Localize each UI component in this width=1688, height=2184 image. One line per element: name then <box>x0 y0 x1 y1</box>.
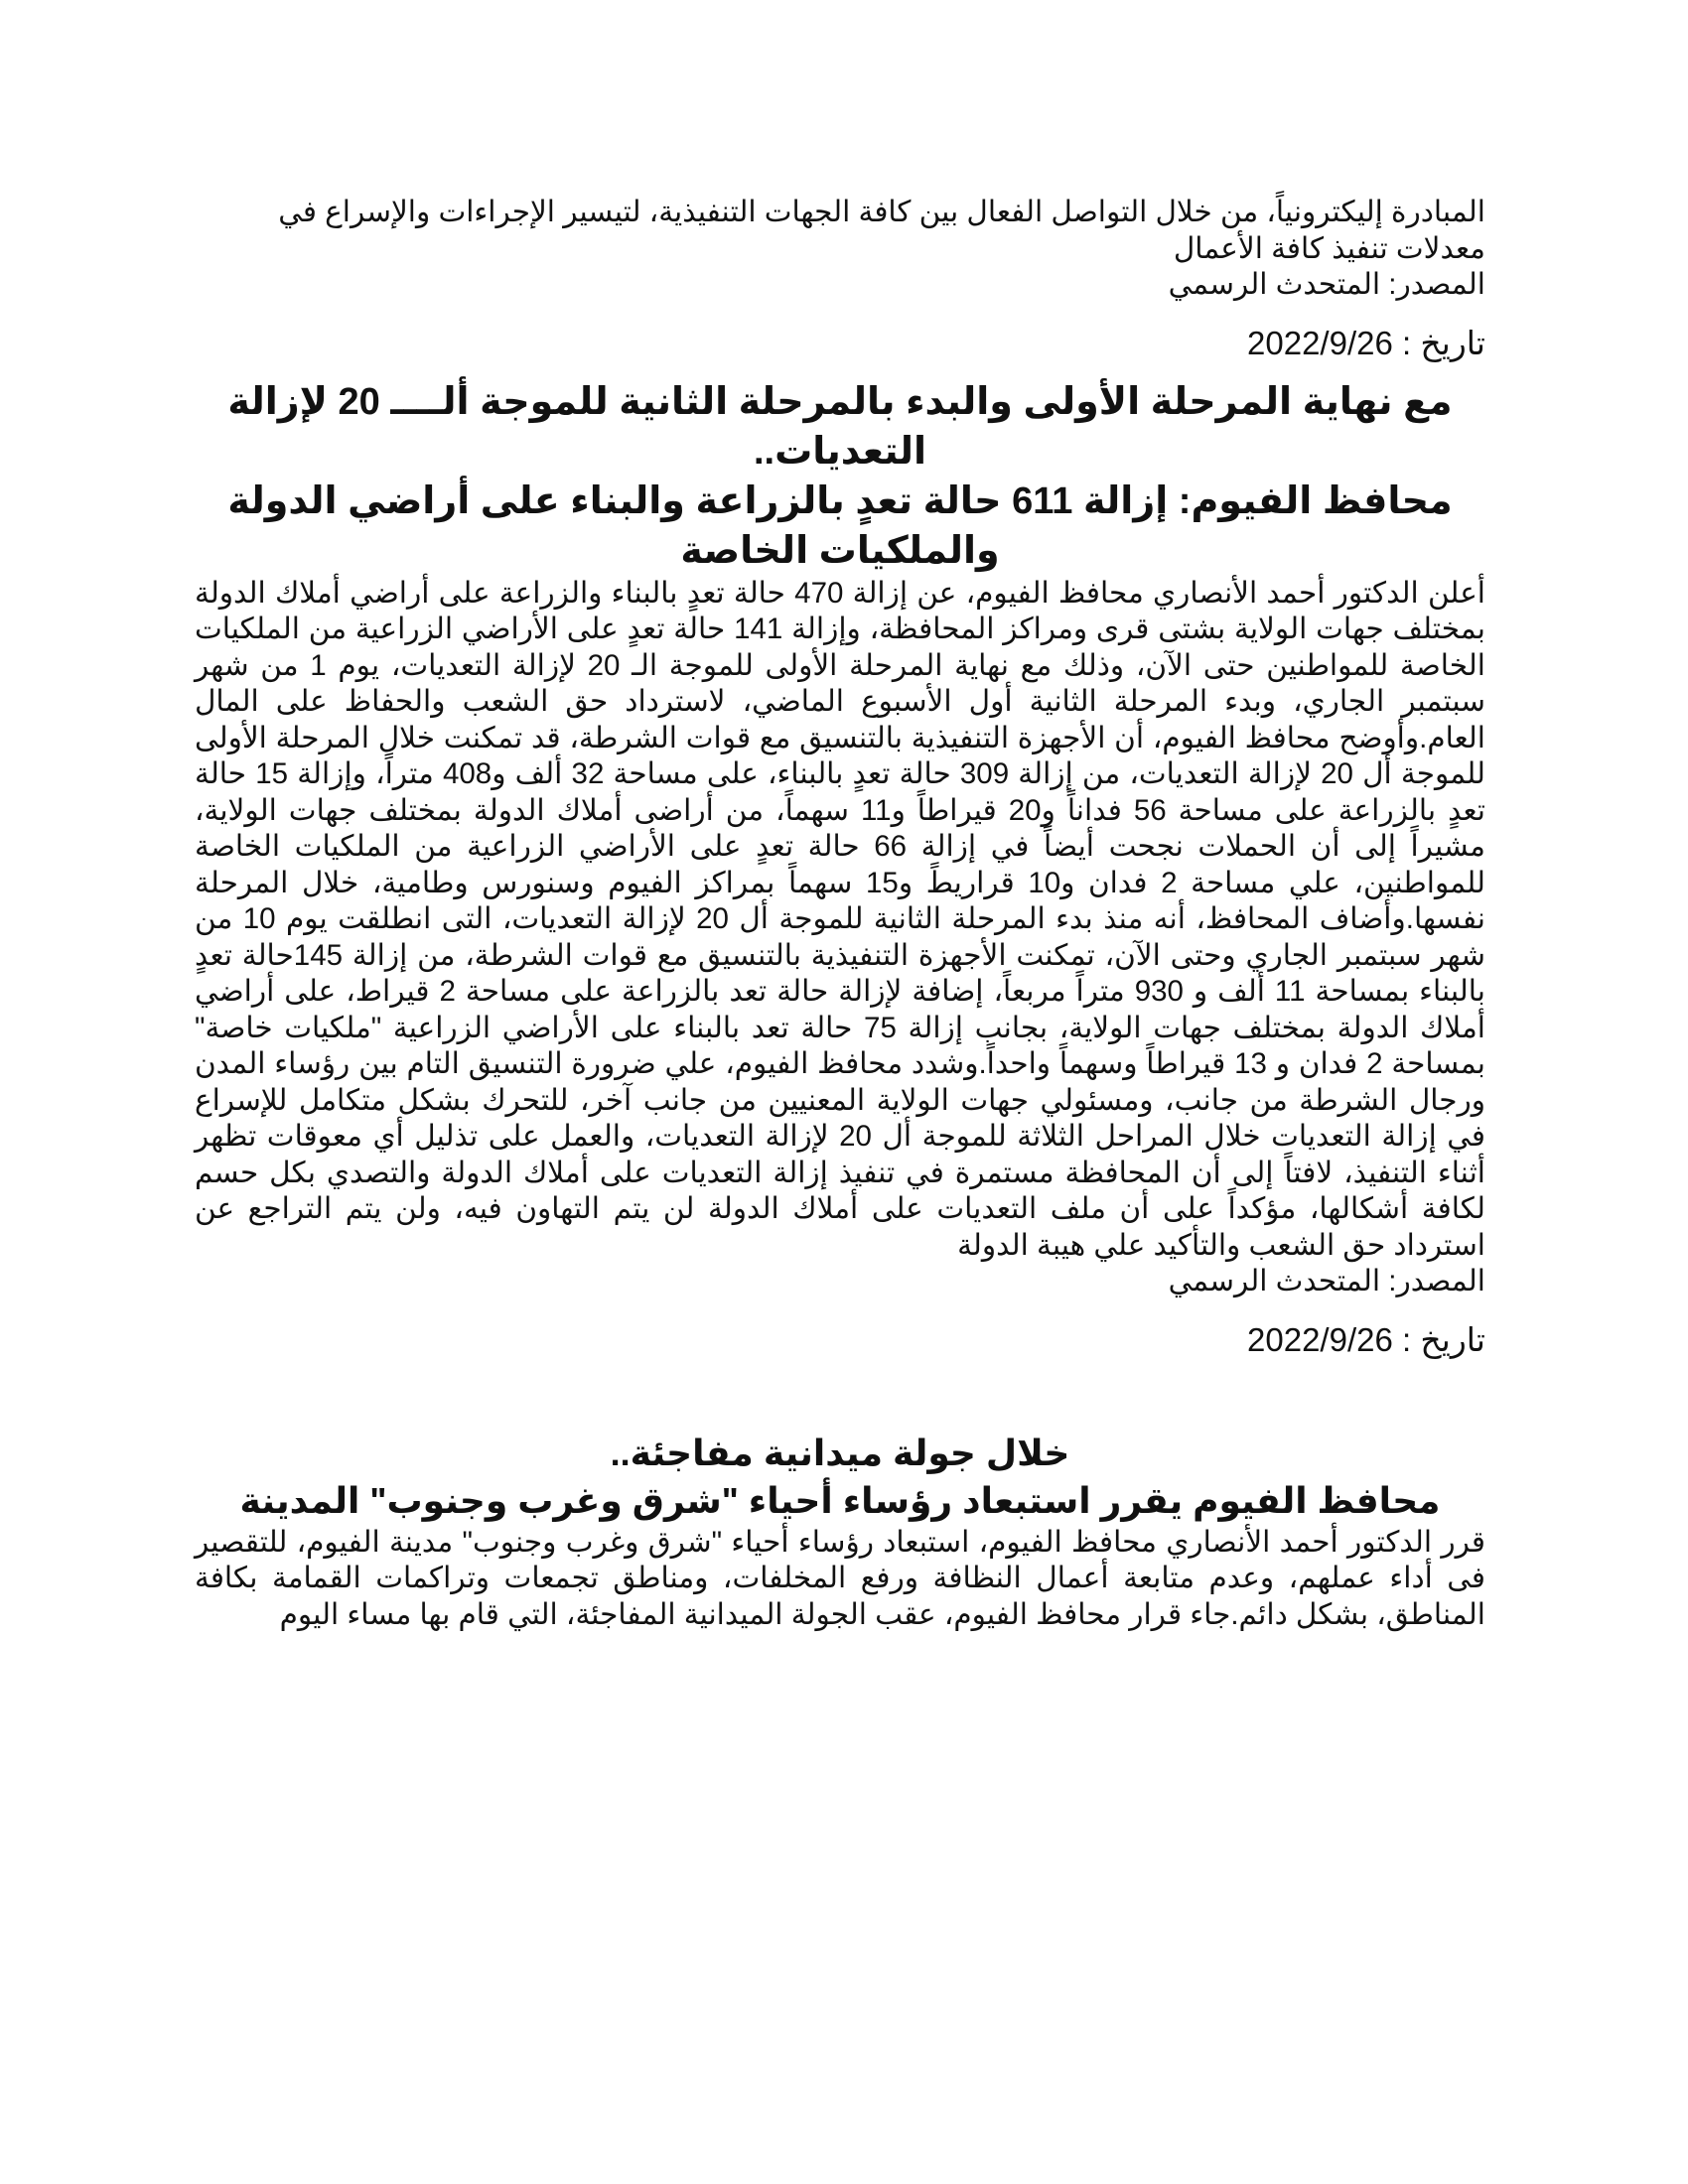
article1-source: المصدر: المتحدث الرسمي <box>1168 1265 1485 1297</box>
article1-headline-2: محافظ الفيوم: إزالة 611 حالة تعدٍ بالزراعة والبناء على أراضي الدولة والملكيات الخاصة <box>227 479 1453 572</box>
article2-headline-1: خلال جولة ميدانية مفاجئة.. <box>610 1432 1070 1473</box>
article2-headline-2: محافظ الفيوم يقرر استبعاد رؤساء أحياء "شرق وغرب وجنوب" المدينة <box>239 1479 1441 1521</box>
intro-source: المصدر: المتحدث الرسمي <box>1168 268 1485 301</box>
document-page <box>195 195 1485 1633</box>
article1-date: تاريخ : 2022/9/26 <box>1247 324 1485 361</box>
article2-date: تاريخ : 2022/9/26 <box>1247 1320 1485 1358</box>
article1-body: أعلن الدكتور أحمد الأنصاري محافظ الفيوم، عن إزالة 470 حالة تعدٍ بالبناء والزراعة على أراضي أملاك الدولة بمختلف جهات الولاية بشتى قرى ومراكز المحافظة، وإزالة 141 حالة تعدٍ على الأراضي الزراعية من الملكيات الخاصة للمواطنين حتى الآن، وذلك مع نهاية المرحلة الأولى للموجة الـ 20 لإزالة التعديات، يوم 1 من شهر سبتمبر الجاري، وبدء المرحلة الثانية أول الأسبوع الماضي، لاسترداد حق الشعب والحفاظ على المال العام.وأوضح محافظ الفيوم، أن الأجهزة التنفيذية بالتنسيق مع قوات الشرطة، قد تمكنت خلال المرحلة الأولى للموجة أل 20 لإزالة التعديات، من إزالة 309 حالة تعدٍ بالبناء، على مساحة 32 ألف و408 متراً، وإزالة 15 حالة تعدٍ بالزراعة على مساحة 56 فداناً و20 قيراطاً و11 سهماً، من أراضى أملاك الدولة بمختلف جهات الولاية، مشيراً إلى أن الحملات نجحت أيضاً في إزالة 66 حالة تعدٍ على الأراضي الزراعية من الملكيات الخاصة للمواطنين، علي مساحة 2 فدان و10 قراريطً و15 سهماً بمراكز الفيوم وسنورس وطامية، خلال المرحلة نفسها.وأضاف المحافظ، أنه منذ بدء المرحلة الثانية للموجة أل 20 لإزالة التعديات، التى انطلقت يوم 10 من شهر سبتمبر الجاري وحتى الآن، تمكنت الأجهزة التنفيذية بالتنسيق مع قوات الشرطة، من إزالة 145حالة تعدٍ بالبناء بمساحة 11 ألف و 930 متراً مربعاً، إضافة لإزالة حالة تعد بالزراعة على مساحة 2 قيراط، على أراضي أملاك الدولة بمختلف جهات الولاية، بجانب إزالة 75 حالة تعد بالبناء على الأراضي الزراعية "ملكيات خاصة" بمساحة 2 فدان و 13 قيراطاً وسهماً واحداً.وشدد محافظ الفيوم، علي ضرورة التنسيق التام بين رؤساء المدن ورجال الشرطة من جانب، ومسئولي جهات الولاية المعنيين من جانب آخر، للتحرك بشكل متكامل للإسراع في إزالة التعديات خلال المراحل الثلاثة للموجة أل 20 لإزالة التعديات، والعمل على تذليل أي معوقات تظهر أثناء التنفيذ، لافتاً إلى أن المحافظة مستمرة في تنفيذ إزالة التعديات على أملاك الدولة والتصدي بكل حسم لكافة أشكالها، مؤكداً على أن ملف التعديات على أملاك الدولة لن يتم التهاون فيه، ولن يتم التراجع عن استرداد حق الشعب والتأكيد علي هيبة الدولة <box>195 576 1486 1262</box>
article1-headline-1: مع نهاية المرحلة الأولى والبدء بالمرحلة الثانية للموجة ألــــ 20 لإزالة التعديات.. <box>227 380 1453 473</box>
intro-paragraph: المبادرة إليكترونياً، من خلال التواصل الفعال بين كافة الجهات التنفيذية، لتيسير الإجراءات والإسراع في معدلات تنفيذ كافة الأعمال <box>278 196 1485 265</box>
article2-body: قرر الدكتور أحمد الأنصاري محافظ الفيوم، استبعاد رؤساء أحياء "شرق وغرب وجنوب" مدينة الفيوم، للتقصير فى أداء عملهم، وعدم متابعة أعمال النظافة ورفع المخلفات، ومناطق تجمعات وتراكمات القمامة بكافة المناطق، بشكل دائم.جاء قرار محافظ الفيوم، عقب الجولة الميدانية المفاجئة، التي قام بها مساء اليوم <box>195 1525 1485 1631</box>
